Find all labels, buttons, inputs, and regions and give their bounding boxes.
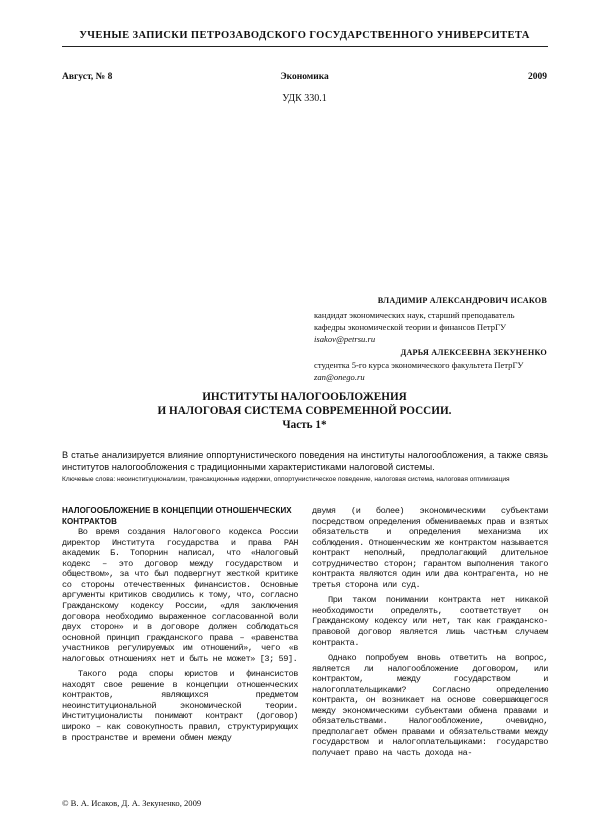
paragraph: При таком понимании контракта нет никакой необходимости определять, соответствует он Гражданскому кодексу или нет, так как гражданско-правовой договор является лишь частным случаем контракта.: [312, 595, 548, 648]
author-1-affiliation: кандидат экономических наук, старший преподаватель: [314, 310, 515, 320]
year-label: 2009: [528, 72, 547, 82]
issue-label: Август, № 8: [62, 72, 113, 82]
copyright-notice: © В. А. Исаков, Д. А. Зекуненко, 2009: [62, 798, 202, 808]
paragraph: Однако попробуем вновь ответить на вопрос, является ли налогообложение договором, или контрактом, между государством и налогоплательщиками? Согласно определению контракта, он возникает на основе совершающегося между экономическими субъектами обмена правами и обязательствами. Налогообложение, очевидно, предполагает обмен правами и обязательствами между государством и налогоплательщиками: государство получает право на часть дохода на-: [312, 653, 548, 759]
article-title-line-1: ИНСТИТУТЫ НАЛОГООБЛОЖЕНИЯ: [202, 391, 407, 403]
author-1-email: isakov@petrsu.ru: [314, 334, 376, 344]
author-2-affiliation: студентка 5-го курса экономического факультета ПетрГУ: [314, 360, 524, 370]
abstract: В статье анализируется влияние оппортунистического поведения на институты налогообложения, а также связь институтов налогообложения с традиционными характеристиками налоговой системы.: [62, 450, 548, 472]
article-title-part: Часть 1*: [282, 419, 327, 431]
body-column-left: [62, 506, 298, 743]
keywords: Ключевые слова: неоинституционализм, трансакционные издержки, оппортунистическое поведение, налоговая система, налоговая оптимизация: [62, 476, 510, 483]
article-title-line-2: И НАЛОГОВАЯ СИСТЕМА СОВРЕМЕННОЙ РОССИИ.: [157, 405, 452, 417]
author-2-email: zan@onego.ru: [314, 372, 365, 382]
author-2-name: ДАРЬЯ АЛЕКСЕЕВНА ЗЕКУНЕНКО: [400, 348, 547, 357]
section-label: Экономика: [280, 72, 329, 82]
author-1-name: ВЛАДИМИР АЛЕКСАНДРОВИЧ ИСАКОВ: [377, 296, 547, 305]
udc-code: УДК 330.1: [282, 93, 327, 104]
paragraph: Во время создания Налогового кодекса России директор Института государства и права РАН академик Б. Топорнин написал, что «Налоговый кодекс – это договор между государством и обществом», за что был подвергнут жесткой критике со стороны отечественных финансистов. Основные аргументы критиков сводились к тому, что, согласно Гражданскому кодексу России, «для заключения договора необходимо выраженное согласованной воли двух сторон» и в договоре должен соблюдаться основной принцип гражданского права – «равенства участников регулируемых им отношений», чего «в налоговых отношениях нет и быть не может» [3; 59].: [62, 527, 298, 664]
author-1-department: кафедры экономической теории и финансов ПетрГУ: [314, 322, 507, 332]
paragraph: Такого рода споры юристов и финансистов находят свое решение в концепции отношенческих контрактов, являющихся предметом неоинституциональной экономической теории. Институционалисты понимают контракт (договор) широко – как совокупность правил, структурирующих в пространстве и времени обмен между: [62, 669, 298, 743]
paragraph: двумя (и более) экономическими субъектами посредством определения обмениваемых прав и взятых обязательств и определения механизма их соблюдения. Отношенческим же контрактом называется контракт неполный, предполагающий длительное сотрудничество сторон; гарантом выполнения такого контракта являются один или два контрагента, но не третья сторона или суд.: [312, 506, 548, 590]
header-rule: [62, 46, 548, 47]
body-column-right: [312, 506, 548, 759]
section-heading: НАЛОГООБЛОЖЕНИЕ В КОНЦЕПЦИИ ОТНОШЕНЧЕСКИХ КОНТРАКТОВ: [62, 506, 292, 526]
journal-title: УЧЕНЫЕ ЗАПИСКИ ПЕТРОЗАВОДСКОГО ГОСУДАРСТВЕННОГО УНИВЕРСИТЕТА: [79, 30, 530, 41]
